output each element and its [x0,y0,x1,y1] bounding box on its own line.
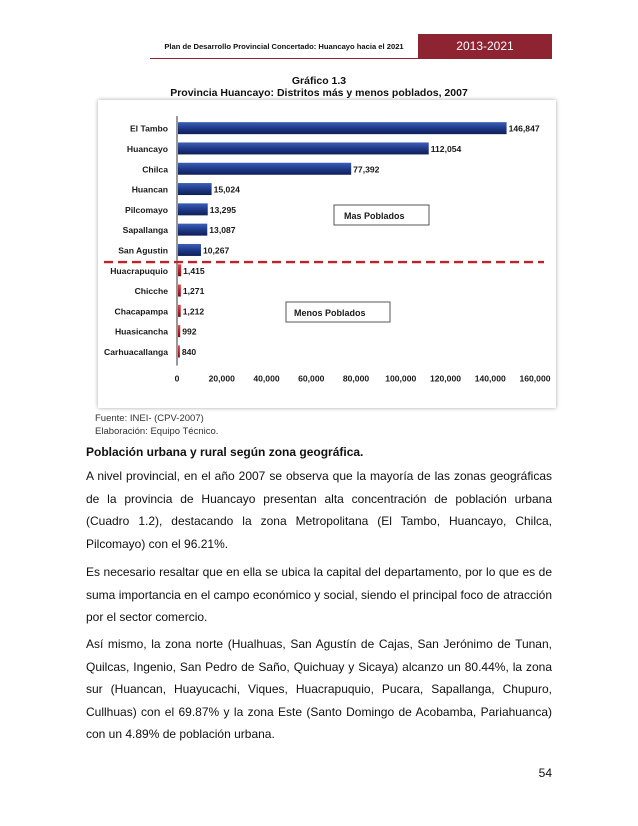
x-tick-label: 140,000 [474,373,506,384]
bar [178,264,181,276]
x-tick-label: 20,000 [208,373,235,384]
bar [178,163,351,175]
x-tick-label: 80,000 [342,373,370,384]
category-label: Carhuacallanga [104,346,168,357]
category-label: Chilca [142,164,168,175]
source-line: Fuente: INEI- (CPV-2007) [95,413,204,424]
bar [178,325,180,337]
value-label: 13,295 [209,204,237,215]
group-label-least: Menos Poblados [294,308,366,318]
value-label: 1,212 [182,306,205,317]
value-label: 1,271 [182,286,205,297]
category-label: Huasicancha [114,326,168,337]
chart-frame [98,100,556,408]
paragraph-1: A nivel provincial, en el año 2007 se observa que la mayoría de las zonas geográficas de la provincia de Huancayo presentan alta concentración de población urbana (Cuadro 1.2), destacando la zona Metropolitana (El Tambo, Huancayo, Chilca, Pilcomayo) con el 96.21%. [86,469,552,551]
group-label-most: Mas Poblados [344,211,405,221]
bar [178,244,201,256]
bar [178,305,181,317]
x-tick-label: 120,000 [429,373,462,384]
bar [178,285,181,297]
figure-title: Provincia Huancayo: Distritos más y menos poblados, 2007 [170,87,468,99]
header-title: Plan de Desarrollo Provincial Concertado: Huancayo hacia el 2021 [164,42,404,51]
bar [178,142,429,154]
category-label: Huancan [131,184,168,195]
x-tick-label: 100,000 [385,373,417,384]
paragraph-3: Así mismo, la zona norte (Hualhuas, San Agustín de Cajas, San Jerónimo de Tunan, Quilcas, Ingenio, San Pedro de Saño, Quichuay y Sicaya) alcanzo un 80.44%, la zona sur (Huancan, Huayucachi, Viques, Huacrapuquio, Pucara, Sapallanga, Chupuro, Cullhuas) con el 69.87% y la zona Este (Santo Domingo de Acobamba, Pariahuanca) con un 4.89% de población urbana. [86,637,552,741]
bar [178,183,212,195]
value-label: 77,392 [353,164,380,175]
x-tick-label: 60,000 [298,373,325,384]
category-label: San Agustin [118,245,168,256]
category-label: Sapallanga [122,225,168,236]
value-label: 992 [182,326,197,337]
category-label: Chicche [134,286,168,297]
category-label: Huancayo [126,143,168,154]
value-label: 13,087 [209,225,236,236]
value-label: 10,267 [202,245,230,256]
value-label: 840 [181,346,197,357]
credit-line: Elaboración: Equipo Técnico. [95,426,219,437]
figure-number: Gráfico 1.3 [291,75,347,87]
header-years-badge: 2013-2021 [418,34,552,58]
value-label: 15,024 [213,184,240,195]
category-label: El Tambo [129,123,168,134]
page-number: 54 [538,766,552,780]
value-label: 112,054 [430,143,462,154]
paragraph-2: Es necesario resaltar que en ella se ubica la capital del departamento, por lo que es de suma importancia en el campo económico y social, siendo el principal foco de atracción por el sector comercio. [86,565,552,624]
x-tick-label: 160,000 [519,373,551,384]
bar [178,203,208,215]
category-label: Pilcomayo [125,204,168,215]
header-rule [150,58,552,59]
bar [178,345,180,357]
value-label: 1,415 [183,265,205,276]
category-label: Chacapampa [114,306,168,317]
category-label: Huacrapuquio [110,265,168,276]
bar [178,122,507,134]
value-label: 146,847 [508,123,540,134]
section-heading: Población urbana y rural según zona geográfica. [86,445,364,459]
x-tick-label: 40,000 [253,373,280,384]
x-tick-label: 0 [174,373,180,384]
bar-chart [98,100,556,408]
bar [178,224,207,236]
